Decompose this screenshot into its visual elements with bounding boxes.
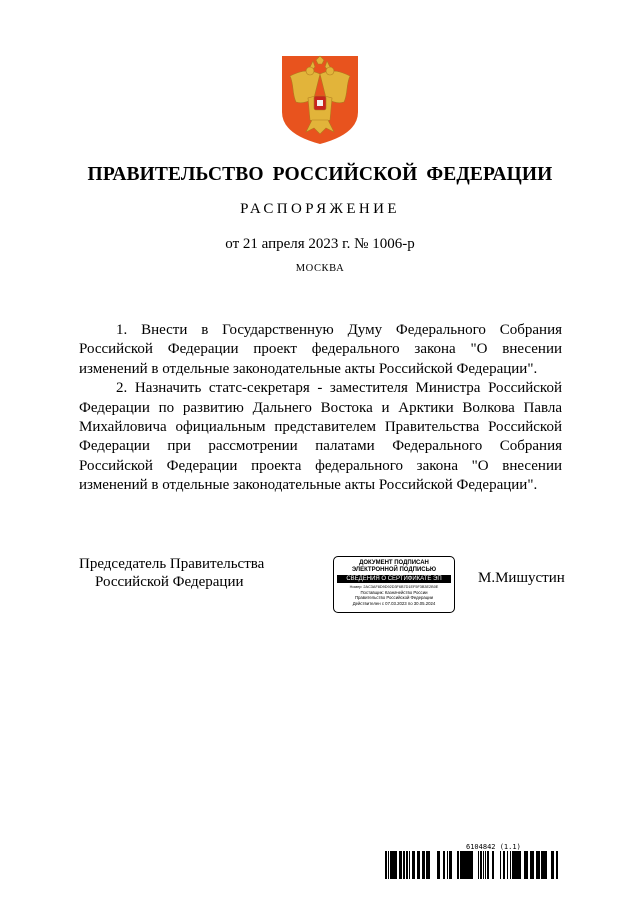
coat-of-arms-icon <box>280 54 360 146</box>
city: МОСКВА <box>295 263 345 274</box>
certificate-header: СВЕДЕНИЯ О СЕРТИФИКАТЕ ЭП <box>337 575 451 583</box>
certificate-validity: Действителен с 07.03.2023 по 30.05.2024 <box>352 600 436 606</box>
government-heading: ПРАВИТЕЛЬСТВО РОССИЙСКОЙ ФЕДЕРАЦИИ <box>87 164 553 185</box>
stamp-title-1: ДОКУМЕНТ ПОДПИСАН <box>359 560 429 566</box>
barcode-icon <box>384 851 562 879</box>
signatory-position <box>79 555 264 591</box>
certificate-number: Номер: 2AC3AF8D9D92D3F6B7D1EF5F3B3E2B0E <box>349 585 439 589</box>
document-id: 6104842 (1.1) <box>466 843 521 851</box>
certificate-issuer-1: Поставщик: Казначейство России <box>360 590 428 595</box>
stamp-title-2: ЭЛЕКТРОННОЙ ПОДПИСЬЮ <box>351 567 437 573</box>
signatory-name: М.Мишустин <box>478 570 565 586</box>
date-number-line: от 21 апреля 2023 г. № 1006-р <box>225 236 415 252</box>
electronic-signature-stamp <box>333 556 455 613</box>
position-line-1: Председатель Правительства <box>79 556 265 572</box>
document-body <box>79 321 562 496</box>
paragraph-1: 1. Внести в Государственную Думу Федерального Собрания Российской Федерации проект федерального закона "О внесении изменений в отдельные законодательные акты Российской Федерации". <box>79 322 562 377</box>
paragraph-2: 2. Назначить статс-секретаря - заместителя Министра Российской Федерации по развитию Дальнего Востока и Арктики Волкова Павла Михайловича официальным представителем Правительства Российской Федерации при рассмотрении палатами Федерального Собрания Российской Федерации проекта федерального закона "О внесении изменений в отдельные законодательные акты Российской Федерации". <box>79 380 562 494</box>
position-line-2: Российской Федерации <box>95 574 244 590</box>
document-type: РАСПОРЯЖЕНИЕ <box>240 201 400 217</box>
certificate-issuer-2: Правительство Российской Федерации <box>354 595 434 601</box>
